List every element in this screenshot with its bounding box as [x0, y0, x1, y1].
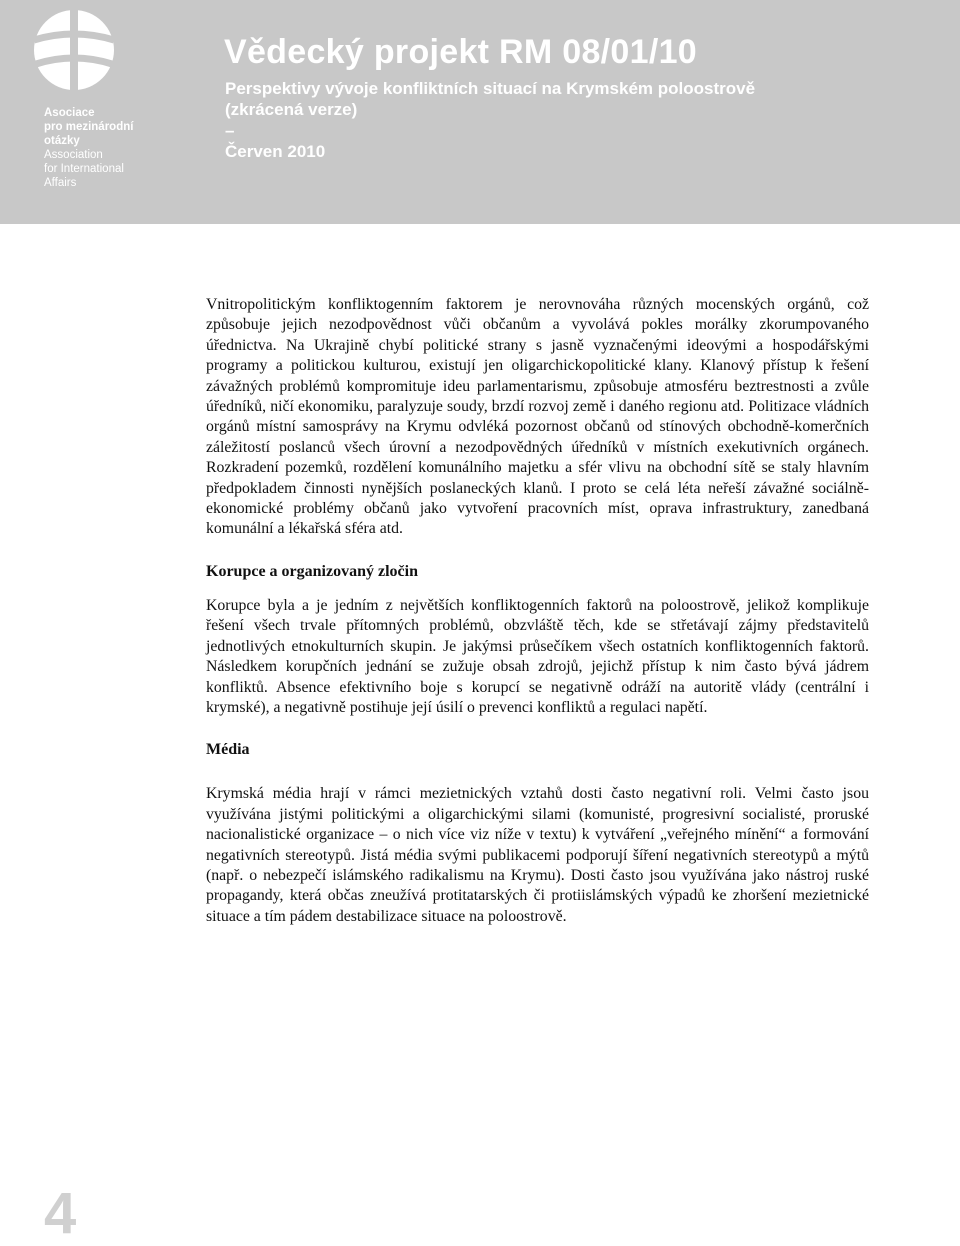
main-content — [206, 295, 869, 927]
organization-name — [44, 106, 133, 190]
subtitle-date: Červen 2010 — [225, 142, 326, 161]
paragraph-media: Krymská média hrají v rámci mezietnických vztahů dosti často negativní roli. Velmi často jsou využívána jistými politickými a oligarchickými silami (komunisté, progresivní socialisté, proruské nacionalistické organizace – o nich více viz níže v textu) k vytváření „veřejného mínění“ a formování negativních stereotypů. Jistá média svými publikacemi podporují šíření negativních stereotypů a mýtů (např. o nebezpečí islámského radikalismu na Krymu). Dosti často jsou využívána jako nástroj ruské propagandy, která občas zneužívá protitatarských či protiislámských výpadů ke zhoršení mezietnické situace a tím pádem destabilizace situace na poloostrově. — [206, 785, 869, 925]
subtitle-dash: – — [225, 121, 235, 140]
paragraph-corruption: Korupce byla a je jedním z největších konfliktogenních faktorů na poloostrově, jelikož komplikuje řešení všech trvale přítomných problémů, obzvláště těch, kde se střetávají zájmy představitelů jednotlivých etnokulturních skupin. Je jakýmsi průsečíkem všech ostatních konfliktogenních faktorů. Následkem korupčních jednání se zužuje obsah zdrojů, jejichž přístup k nim často bývá jádrem konfliktů. Absence efektivního boje s korupcí se negativně odráží na autoritě vlády (centrální i krymské), a negativně postihuje její úsilí o prevenci konfliktů a regulaci napětí. — [206, 596, 869, 716]
document-title: Vědecký projekt RM 08/01/10 — [224, 33, 698, 71]
org-name-cz-line-1: Asociace — [44, 107, 95, 119]
subtitle-line-1: Perspektivy vývoje konfliktních situací na Krymském poloostrově — [225, 79, 756, 98]
heading-corruption: Korupce a organizovaný zločin — [206, 562, 418, 580]
subtitle-line-2: (zkrácená verze) — [225, 100, 358, 119]
page-number: 4 — [44, 1181, 77, 1246]
heading-media: Média — [206, 741, 250, 759]
header-banner — [0, 0, 960, 224]
org-name-cz-line-3: otázky — [44, 135, 80, 147]
document-subtitle — [225, 78, 755, 162]
org-name-en-line-3: Affairs — [44, 177, 77, 189]
org-name-cz-line-2: pro mezinárodní — [44, 121, 134, 133]
globe-cross-logo-icon — [30, 0, 118, 100]
org-name-en-line-1: Association — [44, 149, 103, 161]
paragraph-internal-politics: Vnitropolitickým konfliktogenním faktorem je nerovnováha různých mocenských orgánů, což způsobuje jejich nezodpovědnost vůči občanům a vyvolává pokles morálky zkorumpovaného úřednictva. Na Ukrajině chybí politické strany s jasně vyznačenými ideovými a hospodářskými programy a politickou kulturou, existují jen oligarchickopolitické klany. Klanový přístup k řešení závažných problémů kompromituje ideu parlamentarismu, způsobuje atmosféru beztrestnosti a zvůle úředníků, ničí ekonomiku, paralyzuje soudy, brzdí rozvoj země i daného regionu atd. Politizace vládních orgánů místní samosprávy na Krymu odvléká pozornost občanů od stínových obchodně-komerčních záležitostí poslanců všech úrovní a nezodpovědných úředníků v místních exekutivních orgánech. Rozkradení pozemků, rozdělení komunálního majetku a sfér vlivu na obchodní sítě se staly hlavním předpokladem činnosti nynějších poslaneckých klanů. I proto se celá léta neřeší závažné sociálně-ekonomické problémy občanů jako vytvoření pracovních míst, oprava infrastruktury, zanedbaná komunální a lékařská sféra atd. — [206, 296, 869, 538]
org-name-en-line-2: for International — [44, 163, 124, 175]
